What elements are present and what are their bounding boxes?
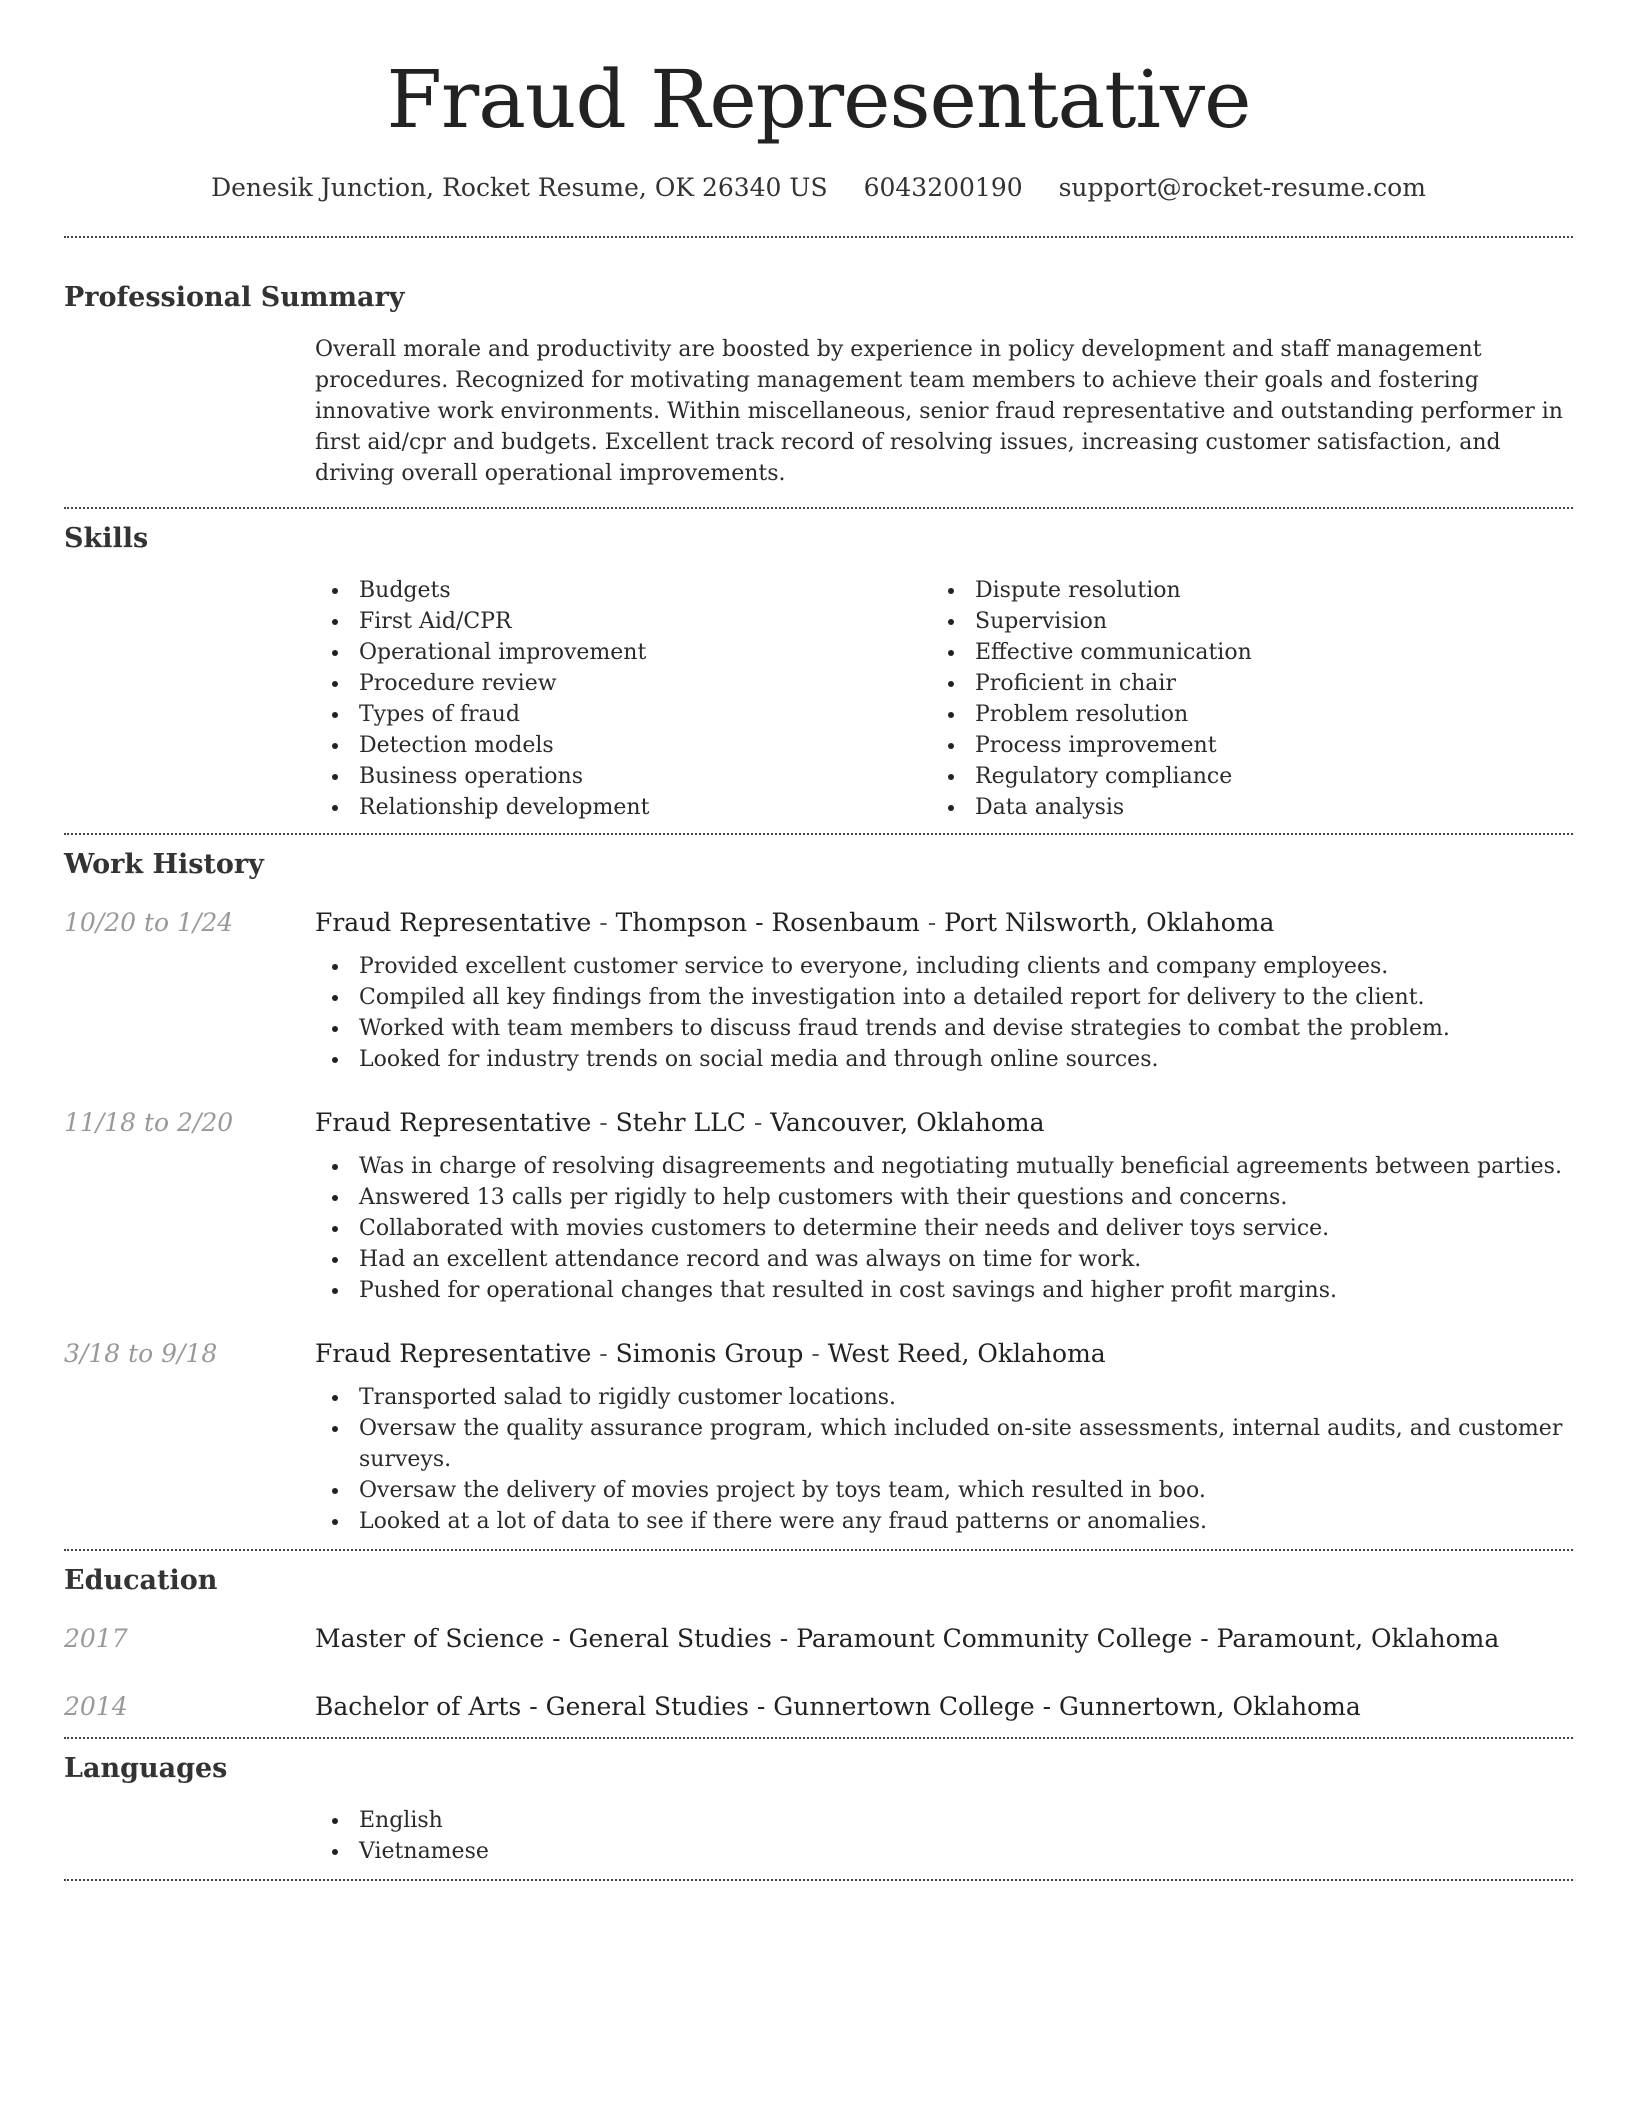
degree: Bachelor of Arts [315,1692,522,1721]
school-location: Paramount, Oklahoma [1216,1624,1500,1653]
language-item: English [315,1805,1573,1836]
job-role: Fraud Representative [315,908,592,937]
job-location: Port Nilsworth, Oklahoma [944,908,1275,937]
divider [64,1549,1573,1551]
resume-page [64,0,1573,1881]
summary-heading: Professional Summary [64,282,405,313]
job-dates: 10/20 to 1/24 [64,908,234,937]
divider [64,507,1573,509]
duty-item: Transported salad to rigidly customer locations. [315,1382,1573,1413]
skill-item: First Aid/CPR [315,606,931,637]
skill-item: Detection models [315,730,931,761]
summary-text: Overall morale and productivity are boosted by experience in policy development and staff management procedures. Recognized for motivating management team members to achieve their goals and fostering innovative work environments. Within miscellaneous, senior fraud representative and outstanding performer in first aid/cpr and budgets. Excellent track record of resolving issues, increasing customer satisfaction, and driving overall operational improvements. [315,337,1563,486]
school: Paramount Community College [796,1624,1193,1653]
email: support@rocket-resume.com [1058,173,1426,202]
skill-item: Procedure review [315,668,931,699]
divider [64,1879,1573,1881]
skill-item: Regulatory compliance [931,761,1547,792]
job-duties [315,1151,1573,1306]
skill-item: Operational improvement [315,637,931,668]
skill-item: Problem resolution [931,699,1547,730]
field: General Studies [545,1692,749,1721]
languages-list [315,1805,1573,1867]
skill-item: Types of fraud [315,699,931,730]
education-year: 2017 [64,1624,128,1653]
divider [64,236,1573,238]
education-year: 2014 [64,1692,128,1721]
duty-item: Pushed for operational changes that resulted in cost savings and higher profit margins. [315,1275,1573,1306]
job-duties [315,1382,1573,1537]
skill-item: Dispute resolution [931,575,1547,606]
job-entry [64,905,1573,1075]
job-heading: Fraud Representative - Stehr LLC - Vancouver, Oklahoma [315,1108,1045,1137]
duty-item: Had an excellent attendance record and was always on time for work. [315,1244,1573,1275]
job-duties [315,951,1573,1075]
job-company: Stehr LLC [615,1108,746,1137]
work-history-heading: Work History [64,849,264,880]
job-location: Vancouver, Oklahoma [770,1108,1045,1137]
skill-item: Relationship development [315,792,931,823]
skill-item: Data analysis [931,792,1547,823]
skill-item: Effective communication [931,637,1547,668]
job-role: Fraud Representative [315,1108,592,1137]
skill-item: Budgets [315,575,931,606]
school-location: Gunnertown, Oklahoma [1058,1692,1361,1721]
duty-item: Answered 13 calls per rigidly to help customers with their questions and concerns. [315,1182,1573,1213]
address: Denesik Junction, Rocket Resume, OK 26340 US [211,173,828,202]
duty-item: Looked for industry trends on social media and through online sources. [315,1044,1573,1075]
job-dates: 3/18 to 9/18 [64,1339,218,1368]
skills-heading: Skills [64,523,149,554]
divider [64,1737,1573,1739]
job-company: Thompson - Rosenbaum [615,908,920,937]
skills-column-right [931,575,1547,823]
skills-column-left [315,575,931,823]
job-entry [64,1336,1573,1537]
school: Gunnertown College [773,1692,1035,1721]
skill-item: Business operations [315,761,931,792]
duty-item: Provided excellent customer service to everyone, including clients and company employees. [315,951,1573,982]
language-item: Vietnamese [315,1836,1573,1867]
duty-item: Collaborated with movies customers to determine their needs and deliver toys service. [315,1213,1573,1244]
candidate-name: Fraud Representative [386,53,1251,146]
education-entry [64,1621,1573,1657]
skill-item: Supervision [931,606,1547,637]
field: General Studies [568,1624,772,1653]
education-heading: Education [64,1565,218,1596]
education-detail: Master of Science - General Studies - Paramount Community College - Paramount, Oklahoma [315,1624,1500,1653]
degree: Master of Science [315,1624,545,1653]
education-detail: Bachelor of Arts - General Studies - Gunnertown College - Gunnertown, Oklahoma [315,1692,1361,1721]
job-location: West Reed, Oklahoma [827,1339,1106,1368]
duty-item: Oversaw the delivery of movies project by toys team, which resulted in boo. [315,1475,1573,1506]
duty-item: Worked with team members to discuss fraud trends and devise strategies to combat the problem. [315,1013,1573,1044]
job-entry [64,1105,1573,1306]
job-company: Simonis Group [615,1339,804,1368]
duty-item: Compiled all key findings from the investigation into a detailed report for delivery to the client. [315,982,1573,1013]
duty-item: Was in charge of resolving disagreements and negotiating mutually beneficial agreements between parties. [315,1151,1573,1182]
job-dates: 11/18 to 2/20 [64,1108,234,1137]
skills-list [315,575,1573,823]
duty-item: Looked at a lot of data to see if there were any fraud patterns or anomalies. [315,1506,1573,1537]
job-role: Fraud Representative [315,1339,592,1368]
job-heading: Fraud Representative - Thompson - Rosenbaum - Port Nilsworth, Oklahoma [315,908,1275,937]
job-heading: Fraud Representative - Simonis Group - West Reed, Oklahoma [315,1339,1106,1368]
phone: 6043200190 [863,173,1023,202]
languages-heading: Languages [64,1753,228,1784]
duty-item: Oversaw the quality assurance program, which included on-site assessments, internal audits, and customer surveys. [315,1413,1573,1475]
skill-item: Process improvement [931,730,1547,761]
divider [64,833,1573,835]
skill-item: Proficient in chair [931,668,1547,699]
contact-line [64,170,1573,206]
education-entry [64,1689,1573,1725]
